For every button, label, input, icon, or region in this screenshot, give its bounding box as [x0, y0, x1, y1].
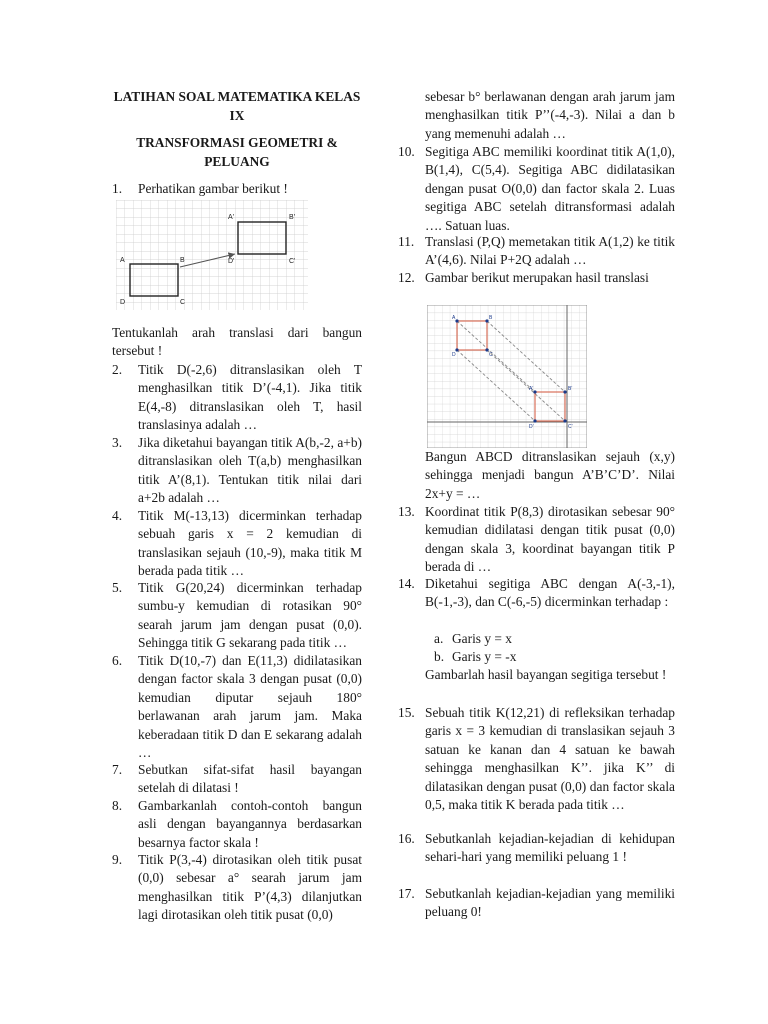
question-6 — [112, 652, 362, 762]
question-14-option-a — [434, 630, 672, 648]
label-c-prime: C' — [568, 424, 573, 430]
label-b: B — [180, 257, 185, 264]
question-text: Perhatikan gambar berikut ! — [138, 181, 288, 196]
option-text: Garis y = x — [452, 631, 512, 646]
question-12 — [398, 269, 675, 287]
question-text: Translasi (P,Q) memetakan titik A(1,2) ke titik A’(4,6). Nilai P+2Q adalah … — [425, 234, 675, 268]
label-b-prime: B' — [568, 386, 573, 392]
question-text: Jika diketahui bayangan titik A(b,-2, a+b) ditranslasikan oleh T(a,b) menghasilkan titik A’(8,1). Tentukan titik nilai dari a+2b adalah … — [138, 435, 362, 506]
question-13 — [398, 503, 675, 577]
page-title: LATIHAN SOAL MATEMATIKA KELAS IX — [113, 89, 361, 123]
question-14-option-b — [434, 648, 672, 666]
label-d-prime: D' — [228, 258, 235, 265]
question-16 — [398, 830, 675, 867]
question-7 — [112, 761, 362, 798]
question-number: 14. — [398, 576, 415, 591]
translation-figure-12 — [427, 305, 587, 448]
question-number: 1. — [112, 181, 123, 196]
question-4 — [112, 507, 362, 581]
question-text: Sebutkanlah kejadian-kejadian yang memiliki peluang 0! — [425, 886, 675, 920]
question-2 — [112, 361, 362, 435]
question-number: 11. — [398, 234, 415, 249]
label-c: C — [180, 299, 186, 306]
question-number: 6. — [112, 653, 123, 668]
label-b: B — [489, 315, 493, 321]
question-11 — [398, 233, 675, 270]
question-1-instruction: Tentukanlah arah translasi dari bangun tersebut ! — [112, 325, 362, 359]
label-d: D — [452, 352, 456, 358]
question-number: 7. — [112, 762, 123, 777]
question-number: 2. — [112, 362, 123, 377]
question-number: 17. — [398, 886, 415, 901]
question-text: Titik G(20,24) dicerminkan terhadap sumbu-y kemudian di rotasikan 90° searah jarum jam dengan pusat (0,0). Sehingga titik G sekarang pada titik … — [138, 580, 362, 651]
question-text: Titik M(-13,13) dicerminkan terhadap sebuah garis x = 2 kemudian di translasikan sejauh (10,-9), maka titik M berada pada titik … — [138, 508, 362, 579]
question-text: Titik D(-2,6) ditranslasikan oleh T menghasilkan titik D’(-4,1). Jika titik E(4,-8) ditranslasikan oleh T, hasil translasinya adalah … — [138, 362, 362, 433]
question-8 — [112, 797, 362, 852]
label-b-prime: B' — [289, 214, 296, 221]
question-text: Titik D(10,-7) dan E(11,3) didilatasikan dengan factor skala 3 dengan pusat (0,0) kemudian diputar sejauh 180° berlawanan arah jarum jam. Maka keberadaan titik D dan E sekarang adalah … — [138, 653, 362, 761]
question-text: Titik P(3,-4) dirotasikan oleh titik pusat (0,0) sebesar a° searah jarum jam menghasilkan titik P’(4,3) dilanjutkan lagi dirotasikan oleh titik pusat (0,0) — [138, 852, 362, 923]
label-d-prime: D' — [529, 424, 534, 430]
label-a: A — [452, 315, 456, 321]
question-text: Sebutkan sifat-sifat hasil bayangan setelah di dilatasi ! — [138, 762, 362, 796]
question-text: Sebuah titik K(12,21) di refleksikan terhadap garis x = 3 kemudian di translasikan sejauh 3 satuan ke kanan dan 4 satuan ke bawah sehingga menghasilkan K’’. jika K’’ di dilatasikan dengan pusat (0,0) dan factor skala 0,5, maka titik K berada pada titik … — [425, 705, 675, 813]
question-number: 10. — [398, 144, 415, 159]
page-subtitle: TRANSFORMASI GEOMETRI & PELUANG — [136, 135, 338, 169]
question-text: Gambar berikut merupakan hasil translasi — [425, 270, 649, 285]
question-text: Gambarkanlah contoh-contoh bangun asli dengan bayangannya berdasarkan besarnya factor skala ! — [138, 798, 362, 850]
question-text: Sebutkanlah kejadian-kejadian di kehidupan sehari-hari yang memiliki peluang 1 ! — [425, 831, 675, 865]
question-number: 13. — [398, 504, 415, 519]
label-c: C — [489, 352, 493, 358]
question-number: 16. — [398, 831, 415, 846]
question-5 — [112, 579, 362, 653]
option-text: Garis y = -x — [452, 649, 517, 664]
question-14 — [398, 575, 675, 612]
question-number: 9. — [112, 852, 123, 867]
question-text: Diketahui segitiga ABC dengan A(-3,-1), B(-1,-3), dan C(-6,-5) dicerminkan terhadap : — [425, 576, 675, 610]
question-number: 15. — [398, 705, 415, 720]
label-a-prime: A' — [228, 214, 235, 221]
question-10 — [398, 143, 675, 235]
question-17 — [398, 885, 675, 922]
question-14-instruction: Gambarlah hasil bayangan segitiga tersebut ! — [425, 667, 667, 682]
question-number: 5. — [112, 580, 123, 595]
option-letter: a. — [434, 631, 444, 646]
label-a: A — [120, 257, 125, 264]
question-15 — [398, 704, 675, 814]
question-9 — [112, 851, 362, 925]
option-letter: b. — [434, 649, 445, 664]
question-9-continued: sebesar b° berlawanan dengan arah jarum jam menghasilkan titik P’’(-4,-3). Nilai a dan b yang memenuhi adalah … — [425, 89, 675, 141]
question-number: 12. — [398, 270, 415, 285]
question-3 — [112, 434, 362, 508]
question-number: 4. — [112, 508, 123, 523]
question-12-instruction: Bangun ABCD ditranslasikan sejauh (x,y) sehingga menjadi bangun A’B’C’D’. Nilai 2x+y = … — [425, 449, 675, 501]
question-number: 8. — [112, 798, 123, 813]
translation-figure-1 — [116, 200, 308, 310]
question-text: Koordinat titik P(8,3) dirotasikan sebesar 90° kemudian didilatasi dengan titik pusat (0,0) dengan skala 3, koordinat bayangan titik P berada di … — [425, 504, 675, 575]
label-d: D — [120, 299, 126, 306]
question-number: 3. — [112, 435, 123, 450]
question-1 — [112, 180, 362, 198]
label-c-prime: C' — [289, 258, 296, 265]
question-text: Segitiga ABC memiliki koordinat titik A(1,0), B(1,4), C(5,4). Segitiga ABC didilatasikan dengan pusat O(0,0) dan factor skala 2. Luas segitiga ABC setelah ditransformasi adalah …. Satuan luas. — [425, 144, 675, 233]
label-a-prime: A' — [529, 386, 534, 392]
